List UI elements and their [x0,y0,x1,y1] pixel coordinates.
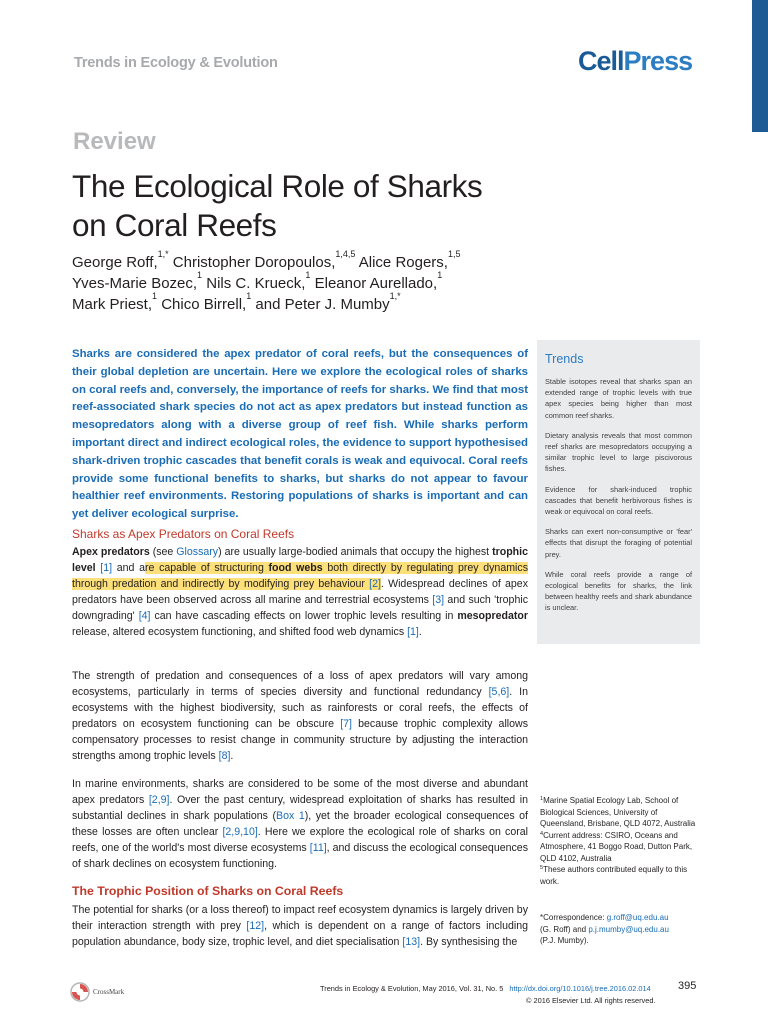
text: . By synthesising the [420,936,518,948]
correspondence-label: *Correspondence: [540,913,607,922]
affiliation [540,864,700,887]
author-affil: 1,* [389,291,401,301]
reference-link[interactable]: [7] [340,718,352,730]
text: (G. Roff) and [540,924,589,934]
text: (see [149,546,177,558]
paragraph-trophic-position [72,902,528,950]
affiliation [540,830,700,865]
email-link[interactable]: p.j.mumby@uq.edu.au [588,924,669,934]
highlighted-text: both directly by regulating prey dynamics through predation and indirectly by modifying prey behaviour [72,562,528,590]
footer-citation [320,984,651,993]
text: . Here we explore the ecological role of sharks on coral reefs, one of the world's most diverse ecosystems [72,826,528,854]
article-title [72,167,692,245]
logo-part-press: Press [623,46,693,76]
glossary-link[interactable]: Glossary [176,546,219,558]
correspondence [540,912,700,947]
author: Christopher Doropoulos, [168,254,336,271]
reference-link[interactable]: [3] [432,594,445,606]
reference-link[interactable]: [2,9] [148,794,170,806]
text: , and discuss the ecological consequences of shark declines on ecosystem functioning. [72,842,528,870]
doi-link[interactable]: http://dx.doi.org/10.1016/j.tree.2016.02.014 [509,984,651,993]
affiliation-number: 1 [540,796,544,802]
text: The potential for sharks (or a loss thereof) to impact reef ecosystem dynamics is largely driven by their interaction strength with prey [72,904,528,932]
title-line-2: on Coral Reefs [72,207,277,243]
trend-item: Stable isotopes reveal that sharks span an extended range of trophic levels with true apex species being higher than most common reef sharks. [545,377,692,420]
author: and Peter J. Mumby [251,296,390,313]
citation-text: Trends in Ecology & Evolution, May 2016, Vol. 31, No. 5 [320,984,504,993]
trend-item: Dietary analysis reveals that most common reef sharks are mesopredators occupying a similar trophic level to large piscivorous fishes. [545,430,692,474]
edge-tab [752,0,768,132]
copyright: © 2016 Elsevier Ltd. All rights reserved. [526,996,656,1005]
box-link[interactable]: Box 1 [276,810,305,822]
trends-box [537,340,700,644]
author-affil: 1 [197,270,203,280]
author-affil: 1,4,5 [335,249,356,259]
reference-link[interactable]: [2,9,10] [222,826,258,838]
highlighted-text: re capable of structuring [144,562,269,574]
affiliation-number: 4 [540,830,544,837]
author: Yves-Marie Bozec, [72,275,198,292]
reference-link[interactable]: [11] [309,842,327,854]
author-affil: 1 [152,291,158,301]
paragraph-marine-environments [72,776,528,872]
article-type: Review [73,128,156,155]
title-line-1: The Ecological Role of Sharks [72,168,483,204]
reference-link[interactable]: [2] [369,578,381,590]
reference-link[interactable]: [5,6] [488,686,510,698]
author-affil: 1 [437,270,443,280]
crossmark-icon [70,982,90,1002]
affiliation-text: Marine Spatial Ecology Lab, School of Biological Sciences, University of Queensland, Brisbane, QLD 4072, Australia [540,796,696,828]
term-apex-predators: Apex predators [72,546,150,558]
author: Chico Birrell, [157,296,247,313]
reference-link[interactable]: [1] [100,562,113,574]
text: (P.J. Mumby). [540,936,589,945]
crossmark-badge[interactable] [70,982,124,1002]
text: . [230,750,234,762]
text: The strength of predation and consequences of a loss of apex predators will vary among ecosystems, particularly in terms of species diversity and functional redundancy [72,670,528,698]
paragraph-predation-strength [72,668,528,764]
affiliations [540,795,700,887]
trend-item: While coral reefs provide a range of ecological benefits for sharks, the link between healthy reefs and shark abundance is unclear. [545,569,692,613]
text: and such 'trophic downgrading' [72,594,528,622]
text: . Over the past century, widespread exploitation of sharks has resulted in substantial declines in shark populations ( [72,794,529,822]
text: . In ecosystems with the highest biodiversity, such as rainforests or coral reefs, the effects of predators on ecosystem functioning can be obscure [72,686,528,730]
text: , which is dependent on a range of factors including population abundance, body size, trophic level, and diet specialisation [72,920,528,948]
affiliation-text: These authors contributed equally to this work. [540,865,688,886]
author: Eleanor Aurellado, [310,275,438,292]
section-heading-apex-predators: Sharks as Apex Predators on Coral Reefs [72,527,295,541]
reference-link[interactable]: [13] [402,936,421,948]
logo-part-cell: Cell [578,46,624,76]
page-number: 395 [678,980,697,992]
text: . Widespread declines of apex predators have been observed across all marine and terrestrial ecosystems [72,578,528,606]
term-mesopredator: mesopredator [457,610,528,622]
text: ), yet the broader ecological consequences of these losses are often unclear [72,810,529,838]
abstract: Sharks are considered the apex predator of coral reefs, but the consequences of their global depletion are uncertain. Here we explore the ecological roles of sharks on coral reefs and, conversely, the importance of reefs for sharks. We find that most reef-associated shark species do not act as apex predators but instead function as mesopredators along with a diverse group of reef fish. While sharks perform important direct and indirect ecological roles, the evidence to support hypothesised shark-driven trophic cascades that benefit corals is weak and equivocal. Coral reefs provide some functional benefits to sharks, but sharks do not appear to favour healthier reef environments. Restoring populations of sharks is important and can yet deliver ecological surprise. [72,348,528,521]
author-affil: 1,* [157,249,169,259]
journal-name: Trends in Ecology & Evolution [74,55,278,71]
section-heading-trophic-position: The Trophic Position of Sharks on Coral Reefs [72,884,344,898]
author: Alice Rogers, [355,254,448,271]
text: ) are usually large-bodied animals that occupy the highest [218,546,493,558]
author-affil: 1,5 [447,249,461,259]
term-trophic-level: trophic level [72,546,528,574]
text: can have cascading effects on lower trophic levels resulting in [150,610,458,622]
trends-title: Trends [545,352,584,366]
text: and a [112,562,145,574]
crossmark-label: CrossMark [93,988,125,996]
paragraph-apex-predators [72,544,528,640]
text: because trophic complexity allows compensatory processes to resist change in community structure by adjusting the interaction strengths among trophic levels [72,718,528,762]
author-affil: 1 [305,270,311,280]
author-list [72,249,632,315]
reference-link[interactable]: [12] [246,920,265,932]
text: release, altered ecosystem functioning, and shifted food web dynamics [72,626,408,638]
affiliation-text: Current address: CSIRO, Oceans and Atmosphere, 41 Boggo Road, Dutton Park, QLD 4102, Australia [540,830,693,863]
cellpress-logo [578,46,692,77]
trend-item: Sharks can exert non-consumptive or 'fear' effects that disrupt the foraging of potential prey. [545,527,692,559]
reference-link[interactable]: [1] [407,626,419,638]
reference-link[interactable]: [8] [218,750,231,762]
author: Mark Priest, [72,296,153,313]
text: In marine environments, sharks are considered to be some of the most diverse and abundant apex predators [72,778,528,806]
text: . [418,626,422,638]
affiliation-number: 5 [540,865,544,871]
affiliation [540,795,700,830]
term-food-webs: food webs [268,562,323,574]
email-link[interactable]: g.roff@uq.edu.au [606,913,669,922]
author-affil: 1 [246,291,252,301]
reference-link[interactable]: [4] [138,610,151,622]
trend-item: Evidence for shark-induced trophic cascades that benefit herbivorous fishes is weak or equivocal on coral reefs. [545,484,692,517]
author: George Roff, [72,254,158,271]
author: Nils C. Krueck, [202,275,306,292]
